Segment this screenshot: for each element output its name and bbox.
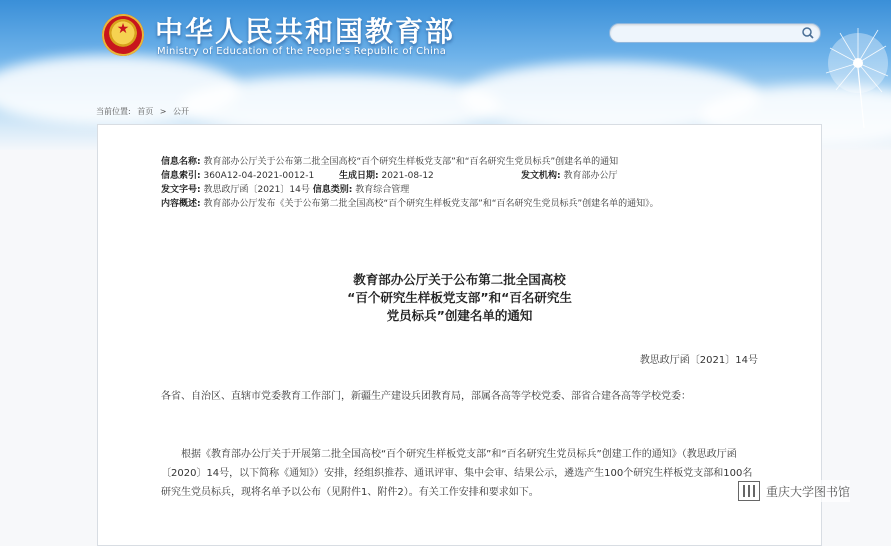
search-input[interactable] xyxy=(618,25,802,42)
meta-summary-key: 内容概述: xyxy=(161,199,201,209)
search-icon[interactable] xyxy=(800,24,816,42)
site-subtitle: Ministry of Education of the People's Republic of China xyxy=(157,46,447,57)
site-title[interactable]: 中华人民共和国教育部 xyxy=(155,15,456,48)
meta-index-value: 360A12-04-2021-0012-1 xyxy=(203,171,315,181)
meta-row-name xyxy=(161,155,761,169)
meta-category-value: 教育综合管理 xyxy=(355,185,410,195)
breadcrumb-separator: > xyxy=(159,107,167,116)
library-watermark xyxy=(738,480,850,502)
meta-date-value: 2021-08-12 xyxy=(381,171,434,181)
library-logo-icon xyxy=(738,481,760,501)
breadcrumb-home-link[interactable]: 首页 xyxy=(137,107,154,116)
meta-index-key: 信息索引: xyxy=(161,171,201,181)
info-metadata xyxy=(161,155,761,211)
meta-name-value: 教育部办公厅关于公布第二批全国高校“百个研究生样板党支部”和“百名研究生党员标兵”创建名单的通知 xyxy=(203,157,619,167)
document-salutation: 各省、自治区、直辖市党委教育工作部门，新疆生产建设兵团教育局，部属各高等学校党委、部省合建各高等学校党委： xyxy=(161,391,691,402)
document-title xyxy=(98,271,821,325)
breadcrumb xyxy=(96,106,193,117)
watermark-text: 重庆大学图书馆 xyxy=(766,484,851,499)
meta-docno-key: 发文字号: xyxy=(161,185,201,195)
document-title-line: 党员标兵”创建名单的通知 xyxy=(386,308,533,323)
meta-docno-value: 教思政厅函〔2021〕14号 xyxy=(203,185,310,195)
meta-summary-value: 教育部办公厅发布《关于公布第二批全国高校“百个研究生样板党支部”和“百名研究生党员标兵”创建名单的通知》。 xyxy=(203,199,659,209)
dandelion-decoration-icon xyxy=(818,18,891,128)
document-number: 教思政厅函〔2021〕14号 xyxy=(639,355,758,366)
breadcrumb-public-link[interactable]: 公开 xyxy=(173,107,190,116)
document-title-line: 教育部办公厅关于公布第二批全国高校 xyxy=(353,272,566,287)
document-title-line: “百个研究生样板党支部”和“百名研究生 xyxy=(347,290,572,305)
national-emblem-logo[interactable]: ★ xyxy=(102,14,144,56)
search-box[interactable] xyxy=(609,23,821,43)
article-panel xyxy=(97,124,822,546)
meta-org-value: 教育部办公厅 xyxy=(563,171,618,181)
meta-row-index xyxy=(161,169,761,183)
meta-name-key: 信息名称: xyxy=(161,157,201,167)
meta-org-key: 发文机构: xyxy=(521,171,561,181)
breadcrumb-label: 当前位置: xyxy=(96,107,131,116)
document-body-paragraph: 根据《教育部办公厅关于开展第二批全国高校“百个研究生样板党支部”和“百名研究生党员标兵”创建工作的通知》（教思政厅函〔2020〕14号，以下简称《通知》）安排，经组织推荐、通讯评审、集中会审、结果公示，遴选产生100个研究生样板党支部和100名研究生党员标兵，现将名单予以公布（见附件1、附件2）。有关工作安排和要求如下。 xyxy=(161,449,753,498)
meta-category-key: 信息类别: xyxy=(312,185,353,195)
meta-row-summary xyxy=(161,197,736,211)
meta-date-key: 生成日期: xyxy=(339,171,379,181)
meta-row-docno xyxy=(161,183,761,197)
